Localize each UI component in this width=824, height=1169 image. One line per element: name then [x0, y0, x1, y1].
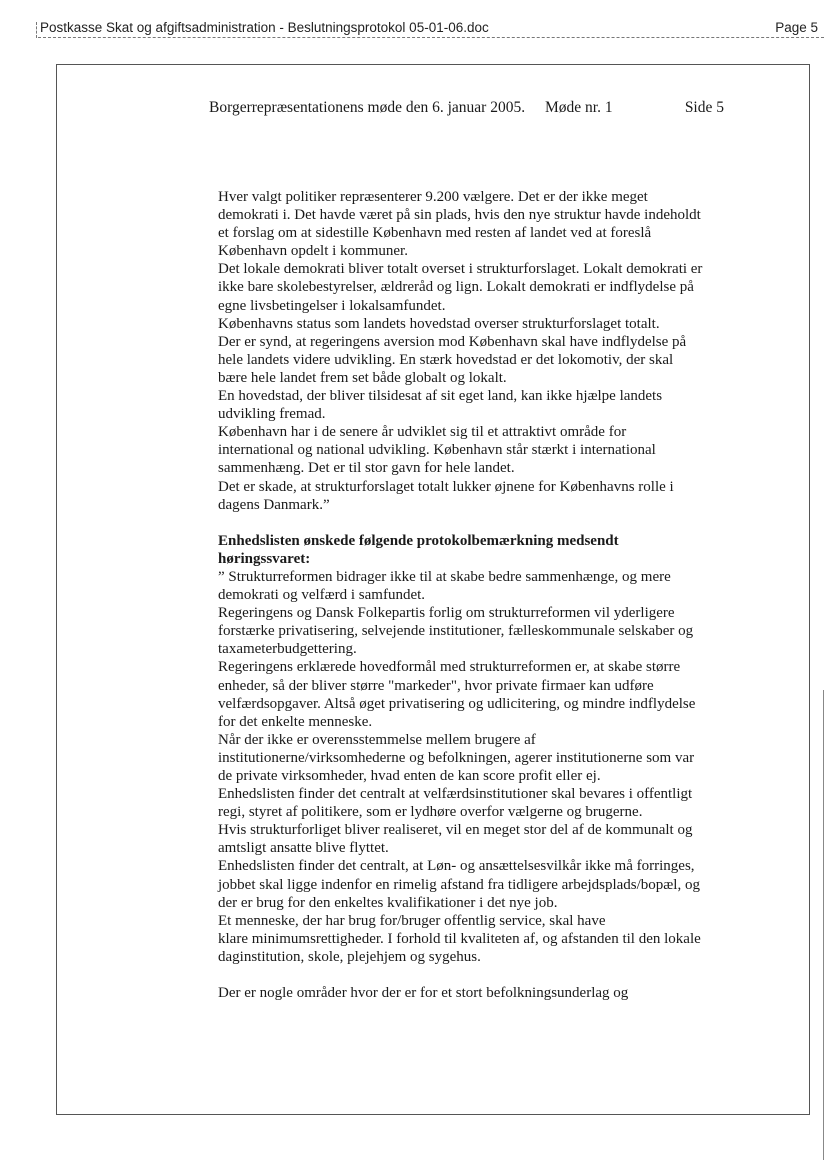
text-line: daginstitution, skole, plejehjem og sygehus.: [218, 948, 481, 965]
running-head-meeting-number: Møde nr. 1: [545, 99, 613, 116]
text-line: ” Strukturreformen bidrager ikke til at skabe bedre sammenhænge, og mere: [218, 568, 671, 585]
text-line: demokrati i. Det havde været på sin plads, hvis den nye struktur havde indeholdt: [218, 207, 701, 224]
text-line: klare minimumsrettigheder. I forhold til kvaliteten af, og afstanden til den lokale: [218, 930, 701, 947]
text-line: bære hele landet frem set både globalt og lokalt.: [218, 369, 507, 386]
text-line: Der er synd, at regeringens aversion mod København skal have indflydelse på: [218, 333, 687, 350]
text-line: Det lokale demokrati bliver totalt overset i strukturforslaget. Lokalt demokrati er: [218, 261, 703, 278]
text-line: Enhedslisten finder det centralt, at Løn- og ansættelsesvilkår ikke må forringes,: [218, 858, 695, 875]
text-line: Hver valgt politiker repræsenterer 9.200 vælgere. Det er der ikke meget: [218, 189, 648, 205]
text-line: udvikling fremad.: [218, 406, 326, 423]
text-line: velfærdsopgaver. Altså øget privatisering og udlicitering, og mindre indflydelse: [218, 695, 696, 712]
text-line: forstærke privatisering, selvejende institutioner, fælleskommunale selskaber og: [218, 623, 694, 640]
text-line: hele landets videre udvikling. En stærk hovedstad er det lokomotiv, der skal: [218, 351, 674, 368]
text-line: København har i de senere år udviklet sig til et attraktivt område for: [218, 424, 627, 441]
text-line: egne livsbetingelser i lokalsamfundet.: [218, 297, 446, 314]
text-line: Der er nogle områder hvor der er for et stort befolkningsunderlag og: [218, 985, 629, 1002]
header-tick-mark: [36, 22, 37, 38]
text-line: ikke bare skolebestyrelser, ældreråd og lign. Lokalt demokrati er indflydelse på: [218, 279, 694, 296]
paragraph-block-1: [218, 188, 738, 514]
text-line: Når der ikke er overensstemmelse mellem brugere af: [218, 731, 536, 748]
text-line: amtsligt ansatte blive flyttet.: [218, 840, 389, 857]
text-line: Det er skade, at strukturforslaget totalt lukker øjnene for Københavns rolle i: [218, 478, 674, 495]
running-head-meeting: Borgerrepræsentationens møde den 6. januar 2005.: [209, 99, 526, 116]
running-head-page-label: Side 5: [684, 99, 724, 116]
text-line: taxameterbudgettering.: [218, 641, 357, 658]
text-line: Et menneske, der har brug for/bruger offentlig service, skal have: [218, 912, 606, 929]
text-line: En hovedstad, der bliver tilsidesat af sit eget land, kan ikke hjælpe landets: [218, 388, 663, 405]
paragraph-gap: [218, 966, 738, 984]
paragraph-block-3: [218, 984, 738, 1002]
document-body: [218, 188, 738, 1002]
paragraph-block-2: [218, 568, 738, 966]
text-line: regi, styret af politikere, som er lydhøre overfor vælgerne og brugerne.: [218, 804, 643, 821]
text-line: der er brug for den enkeltes kvalifikationer i det nye job.: [218, 894, 558, 911]
text-line: et forslag om at sidestille København med resten af landet ved at foreslå: [218, 225, 652, 242]
print-header: [0, 0, 824, 40]
header-rule: [38, 37, 824, 38]
text-line: Regeringens erklærede hovedformål med strukturreformen er, at skabe større: [218, 659, 681, 676]
text-line: enheder, så der bliver større "markeder", hvor private firmaer kan udføre: [218, 677, 654, 694]
header-page-number: Page 5: [775, 20, 818, 35]
text-line: Hvis strukturforliget bliver realiseret, vil en meget stor del af de kommunalt og: [218, 822, 693, 839]
text-line: institutionerne/virksomhederne og befolkningen, agerer institutionerne som var: [218, 749, 695, 766]
protocol-remark-heading: [218, 532, 738, 568]
text-line: sammenhæng. Det er til stor gavn for hele landet.: [218, 460, 515, 477]
text-line: Enhedslisten finder det centralt at velfærdsinstitutioner skal bevares i offentligt: [218, 786, 693, 803]
running-head: [209, 99, 724, 121]
header-filename: Postkasse Skat og afgiftsadministration - Beslutningsprotokol 05-01-06.doc: [40, 20, 489, 35]
text-line: de private virksomheder, hvad enten de kan score profit eller ej.: [218, 768, 601, 784]
paragraph-gap: [218, 514, 738, 532]
text-line: København opdelt i kommuner.: [218, 243, 408, 260]
text-line: Enhedslisten ønskede følgende protokolbemærkning medsendt: [218, 532, 619, 549]
text-line: høringssvaret:: [218, 550, 311, 567]
text-line: jobbet skal ligge indenfor en rimelig afstand fra tidligere arbejdsplads/bopæl, og: [218, 876, 700, 893]
text-line: demokrati og velfærd i samfundet.: [218, 587, 426, 604]
text-line: for det enkelte menneske.: [218, 713, 373, 730]
text-line: dagens Danmark.”: [218, 496, 330, 513]
text-line: Regeringens og Dansk Folkepartis forlig om strukturreformen vil yderligere: [218, 605, 675, 622]
text-line: international og national udvikling. København står stærkt i international: [218, 442, 656, 459]
text-line: Københavns status som landets hovedstad overser strukturforslaget totalt.: [218, 315, 660, 332]
